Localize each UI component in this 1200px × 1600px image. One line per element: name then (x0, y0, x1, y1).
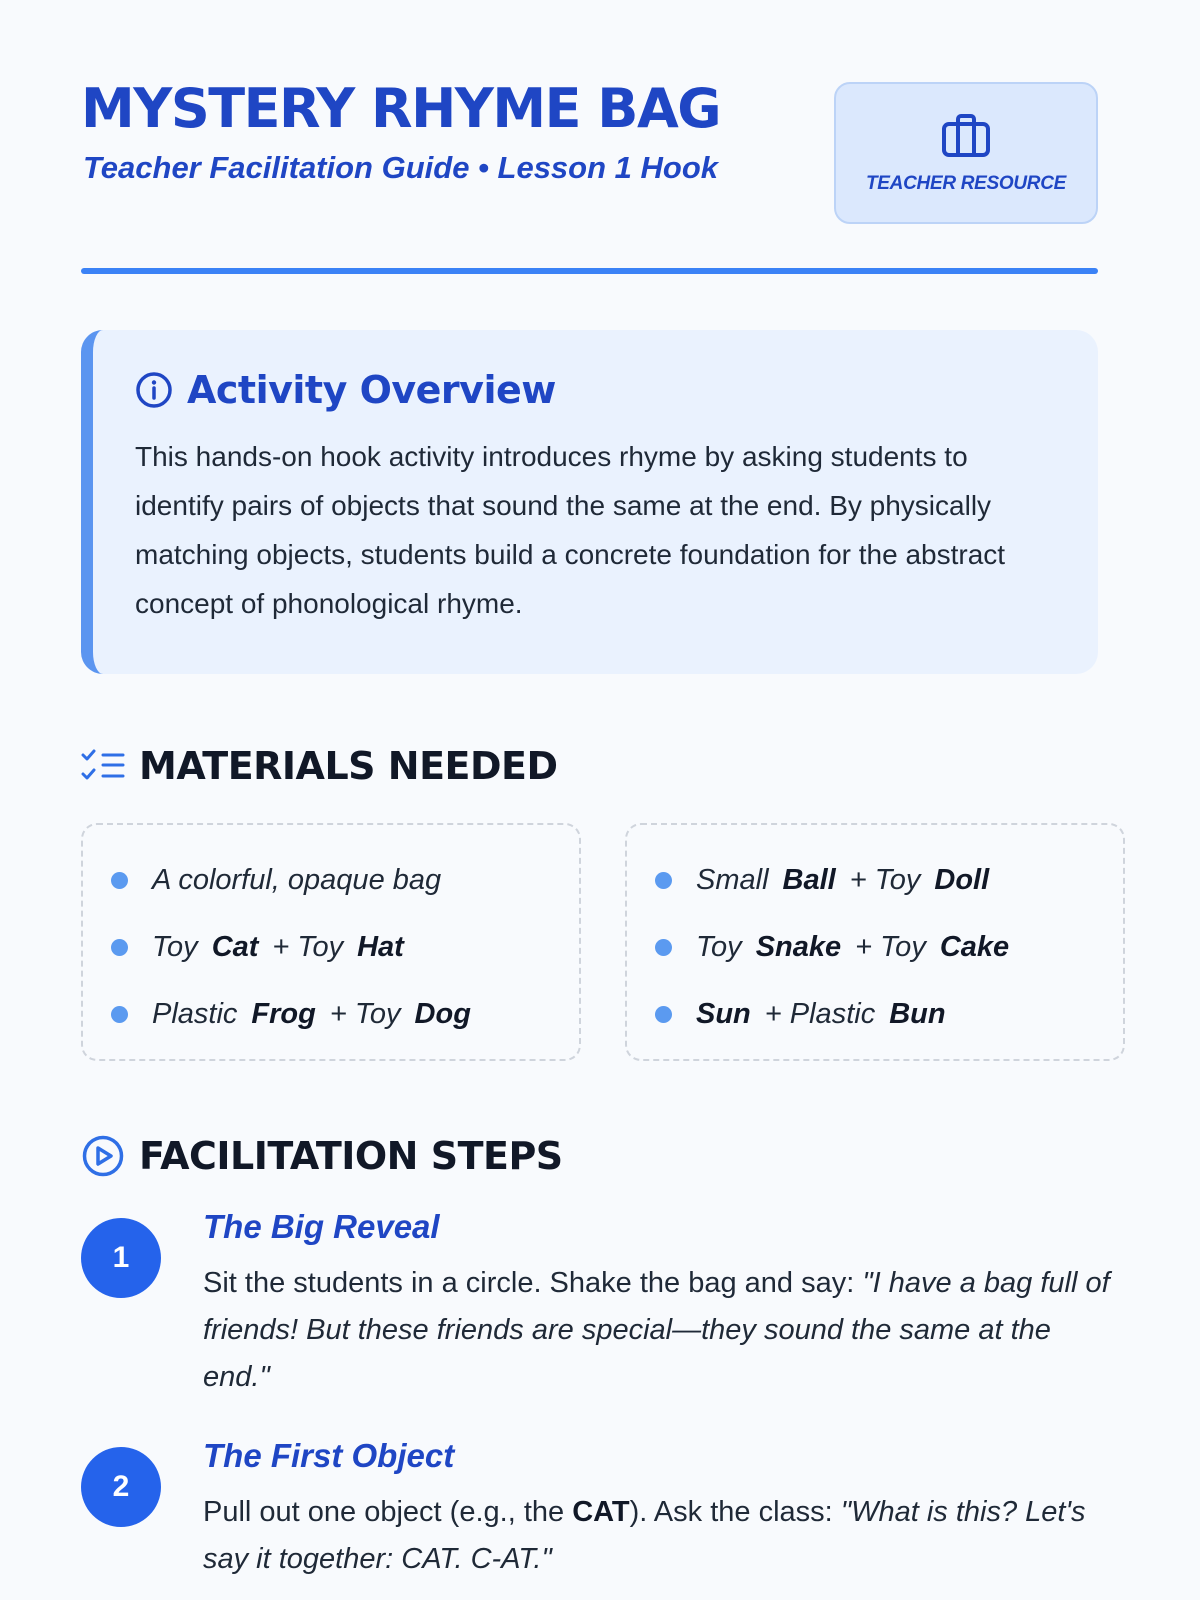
step-instruction: ). Ask the class: (629, 1496, 841, 1528)
play-circle-icon (81, 1134, 125, 1178)
bullet-dot (655, 939, 672, 956)
briefcase-icon (941, 114, 991, 158)
material-word: Bun (889, 998, 946, 1030)
bullet-dot (111, 1006, 128, 1023)
material-item (655, 981, 1123, 1048)
material-word: Doll (934, 864, 990, 896)
page-subtitle: Teacher Facilitation Guide • Lesson 1 Hook (83, 150, 719, 185)
step-2 (81, 1437, 1125, 1583)
material-connector: + Toy (855, 931, 926, 963)
step-instruction: Pull out one object (e.g., the (203, 1496, 573, 1528)
material-item (655, 847, 1123, 914)
teacher-resource-badge (834, 82, 1098, 224)
step-text (203, 1489, 1125, 1583)
material-connector: + Plastic (764, 998, 876, 1030)
step-instruction: Sit the students in a circle. Shake the bag and say: (203, 1267, 863, 1299)
activity-overview (81, 330, 1098, 674)
material-prefix: Toy (152, 931, 198, 963)
materials-list-right (625, 823, 1125, 1061)
material-item (111, 981, 579, 1048)
materials-heading-text: MATERIALS NEEDED (139, 744, 558, 788)
bullet-dot (655, 1006, 672, 1023)
page-title: MYSTERY RHYME BAG (81, 77, 721, 140)
step-number: 2 (81, 1447, 161, 1527)
step-body (203, 1437, 1125, 1583)
step-1 (81, 1208, 1125, 1401)
material-prefix: Plastic (152, 998, 238, 1030)
steps-heading-text: FACILITATION STEPS (139, 1134, 563, 1178)
info-icon (135, 371, 173, 409)
steps-heading (81, 1134, 563, 1178)
material-word: Sun (696, 998, 751, 1030)
step-title: The Big Reveal (203, 1208, 440, 1245)
header-divider (81, 268, 1098, 274)
badge-label: TEACHER RESOURCE (866, 173, 1066, 194)
material-connector: + Toy (329, 998, 401, 1030)
material-word: Snake (755, 931, 842, 963)
step-quote: "What is this? Let's say it together: CAT. C-AT." (203, 1496, 1086, 1575)
bullet-dot (111, 939, 128, 956)
step-quote: "I have a bag full of friends! But these friends are special—they sound the same at the end." (203, 1267, 1110, 1393)
material-text: A colorful, opaque bag (152, 864, 442, 896)
material-item (111, 847, 579, 914)
header (81, 0, 1098, 275)
bullet-dot (655, 872, 672, 889)
material-item (111, 914, 579, 981)
bullet-dot (111, 872, 128, 889)
material-word: Hat (357, 931, 404, 963)
overview-heading-text: Activity Overview (187, 368, 556, 412)
step-title: The First Object (203, 1437, 455, 1474)
material-word: Ball (782, 864, 836, 896)
step-number: 1 (81, 1218, 161, 1298)
material-word: Frog (251, 998, 316, 1030)
step-body (203, 1208, 1125, 1401)
checklist-icon (81, 748, 125, 784)
material-connector: + Toy (849, 864, 921, 896)
material-item (655, 914, 1123, 981)
material-connector: + Toy (272, 931, 344, 963)
material-word: Dog (414, 998, 471, 1030)
overview-heading (135, 368, 1062, 412)
materials-list-left (81, 823, 581, 1061)
material-prefix: Toy (696, 931, 742, 963)
material-word: Cake (939, 931, 1010, 963)
step-text (203, 1260, 1125, 1401)
materials-heading (81, 744, 558, 788)
overview-text: This hands-on hook activity introduces rhyme by asking students to identify pairs of objects that sound the same at the end. By physically matching objects, students build a concrete foundation for the abstract concept of phonological rhyme. (135, 441, 1006, 619)
material-word: Cat (211, 931, 259, 963)
step-emphasis: CAT (572, 1496, 630, 1528)
material-prefix: Small (696, 864, 769, 896)
